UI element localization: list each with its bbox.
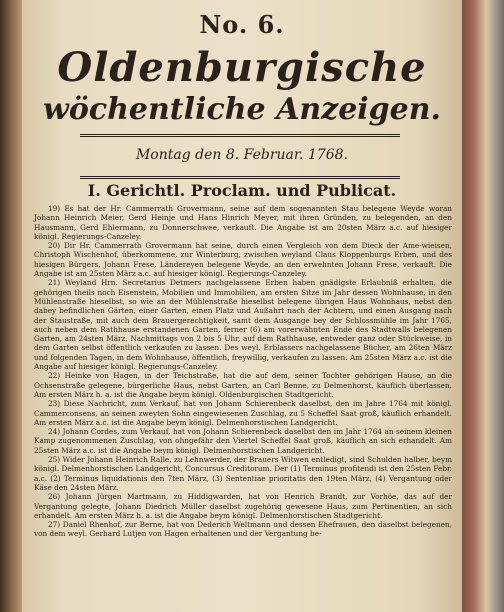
notice-entry: 23) Diese Nachricht, zum Verkauf, hat von Johann Schierenbeck daselbst, den im Jahre 1764 mit königl. Cammerconsens, an seinen zweyten Sohn eingewiesenen Zuschlag, zu 5 Scheffel Saat groß, käuflich erhandelt. Am ersten März a.c. ist die Angabe beym königl. Delmenhorstischen Landgericht. xyxy=(34,399,452,427)
book-fore-edge xyxy=(460,0,504,612)
bottom-rule xyxy=(80,176,400,179)
notice-entry: 21) Weyland Hrn. Secretarius Detmers nachgelassene Erben haben gnädigste Erlaubniß erhalten, die gehörigen theils noch Eisenstein, Mobilien und Immobilien, am ersten Sitze im Jahr dessen Wohnhause, in den Mühlenstraße hieselbst, so wie an der Mühlenstraße hieselbst belegene übrigen Haus Wohnhaus, nebst den dabey befindlichen Gärten, einer Garten, einen Platz und Außahrt nach der Achtern, und einen Ausgang nach der Staustraße, mit auch dem Brauergerechtigkeit, samt dem Ausgange bey der Schlossmühle im Jahr 1765, auch neben dem Rathhause erstandenen Garten, ferner (6) am vorerwähnten Ende des Stadtwalls belegenen Garten, am 24sten März, Nachmittags von 2 bis 5 Uhr, auf dem Rathhause, entweder ganz oder Stückweise, in dem Garten selbst öffentlich verkaufen zu lassen. Des weyl. Erblassers nachgelassene Bücher, am 26ten März und folgenden Tagen, in dem Wohnhause, öffentlich, freywillig, verkaufen zu lassen. Am 25sten März a.c. ist die Angabe auf hiesiger königl. Regierungs-Canzeley. xyxy=(34,278,452,372)
notice-entry: 20) Dir Hr. Cammerrath Grovermann hat seine, durch einen Vergleich von dem Dieck der Ame-wieisen, Christoph Wischenhof, überkommene, zur Winterburg, zwischen weyland Claus Kloppenburgs Erben, und des hiesigen Bürgers, Johann Frese, Ländereyen belegene Weyde, an den erwehnten Johann Frese, verkauft. Die Angabe ist am 25sten März a.c. auf hiesiger königl. Regierungs-Canzeley. xyxy=(34,241,452,279)
notice-entry: 26) Johann Jürgen Martmann, zu Hiddigwarden, hat von Henrich Brandt, zur Vorhöe, das auf der Vergantung gelegte, Johann Diedrich Müller daselbst zugehörig gewesene Haus, zum Pertinentien, an sich erhandelt. Am ersten März h. a. ist die Angabe beym königl. Delmenhorstischen Stadtgericht. xyxy=(34,492,452,520)
top-rule xyxy=(80,134,400,137)
notice-entry: 24) Johann Cordes, zum Verkauf, hat von Johann Schierenbeck daselbst den im Jahr 1764 an seinem kleinen Kamp zugenommenen Zuschlag, von ohngefähr den Viertel Scheffel Saat groß, käuflich an sich erhandelt. Am 25sten März a.c. ist die Angabe beym königl. Delmenhorstischen Landgericht. xyxy=(34,427,452,455)
newspaper-page xyxy=(22,0,462,612)
notice-entry: 19) Es hat der Hr. Cammerrath Grovermann, seine auf dem sogenannten Stau belegene Weyde woran Johann Heinrich Meier, Gerd Heinje und Hans Hinrich Meyer, mit ihren Gründen, zu belegenden, an den Hausmann, Gerd Ehlermann, zu Donnerschwee, verkauft. Die Angabe ist am 20sten März a.c. auf hiesiger königl. Regierungs-Canzeley. xyxy=(34,204,452,241)
issue-date: Montag den 8. Februar. 1768. xyxy=(135,147,349,163)
masthead-title-line1: Oldenburgische xyxy=(57,44,427,91)
notice-entry: 22) Heinke von Hagen, in der Teichstraße, hat die auf dem, seiner Tochter gehörigen Hause, an die Ochsenstraße gelegene, bürgerliche Haus, nebst Garten, an Carl Benne, zu Delmenhorst, käuflich überlassen. Am ersten März h. a. ist die Angabe beym königl. Oldenburgischen Stadtgericht. xyxy=(34,371,452,399)
book-spine-edge xyxy=(0,0,22,612)
notice-entry: 27) Daniel Rhenhof, zur Berne, hat von Dederich Weltmann und dessen Ehefrauen, den daselbst belegenen, von dem weyl. Gerhard Lutjen von Hagen erhaltenen und der Vergantung be- xyxy=(34,520,452,539)
notice-entry: 25) Wider Johann Heinrich Ralle, zu Lehnwerder, der Brauers Witwen entledigt, sind Schulden halber, beym königl. Delmenhorstischen Landgericht, Concursus Creditorum. Der (1) Terminus profitendi ist den 25sten Febr. a.c. (2) Terminus liquidationis den 7ten März, (3) Sententiae prioritatis den 19ten März, (4) Vergantung oder Käse den 24sten März. xyxy=(34,455,452,492)
notices-column xyxy=(34,204,452,539)
masthead-title-line2: wöchentliche Anzeigen. xyxy=(43,92,441,127)
issue-number: No. 6. xyxy=(199,10,285,39)
section-heading: I. Gerichtl. Proclam. und Publicat. xyxy=(87,181,397,200)
